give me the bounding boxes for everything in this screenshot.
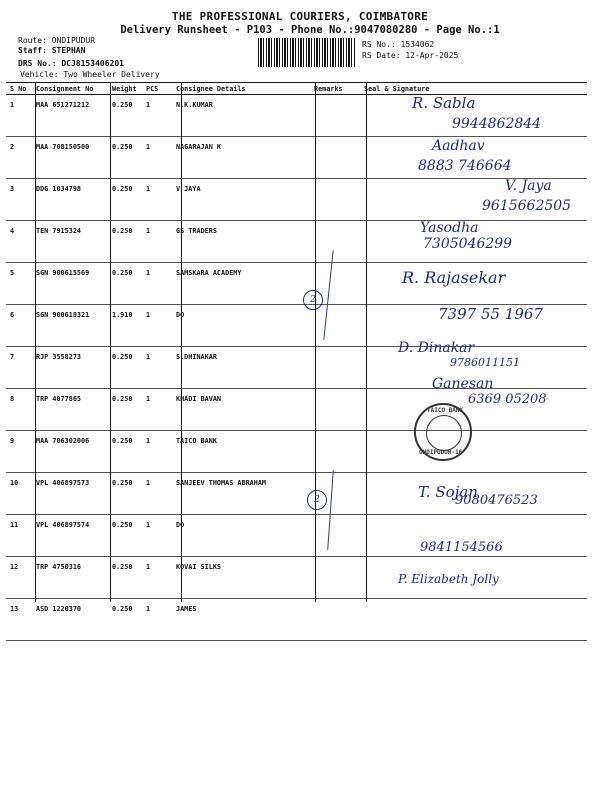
signature-5: R. Rajasekar: [402, 268, 506, 287]
cell-weight: 0.250: [108, 263, 142, 305]
cell-weight: 0.250: [108, 221, 142, 263]
cell-remarks: [310, 347, 360, 389]
stamp-bottom-text: ONDIPUDUR-16: [419, 449, 463, 456]
cell-pcs: 1: [142, 431, 172, 473]
phone-7: 6369 05208: [468, 392, 547, 407]
column-divider: [315, 82, 316, 602]
staff-label: Staff: STEPHAN: [18, 46, 86, 55]
column-divider: [181, 82, 182, 602]
phone-3: 9615662505: [482, 198, 572, 214]
table-row: [6, 431, 587, 473]
cell-sno: 9: [6, 431, 32, 473]
cell-remarks: [310, 431, 360, 473]
seal-stamp: [414, 403, 472, 461]
cell-consignment-no: SGN 900618321: [32, 305, 108, 347]
cell-weight: 0.250: [108, 599, 142, 641]
runsheet-subtitle: Delivery Runsheet - P103 - Phone No.:9047080280 - Page No.:1: [120, 24, 500, 36]
cell-consignee: TAICO BANK: [172, 431, 310, 473]
col-signature: Seal & Signature: [360, 83, 587, 95]
route-label: Route: ONDIPUDUR: [18, 36, 96, 45]
cell-pcs: 1: [142, 515, 172, 557]
cell-sno: 12: [6, 557, 32, 599]
cell-pcs: 1: [142, 557, 172, 599]
signature-7: Ganesan: [432, 376, 494, 392]
stamp-top-text: TAICO BANK: [427, 407, 464, 414]
cell-sno: 13: [6, 599, 32, 641]
cell-remarks: [310, 137, 360, 179]
cell-pcs: 1: [142, 305, 172, 347]
col-consignment: Consignment No: [32, 83, 108, 95]
cell-weight: 0.250: [108, 95, 142, 137]
cell-pcs: 1: [142, 179, 172, 221]
cell-remarks: [310, 515, 360, 557]
cell-consignment-no: DDG 1034798: [32, 179, 108, 221]
stamp-inner-ring: [426, 415, 462, 451]
rs-date: RS Date: 12-Apr-2025: [362, 51, 459, 60]
col-sno: S No: [6, 83, 32, 95]
table-row: [6, 557, 587, 599]
cell-weight: 0.250: [108, 137, 142, 179]
remark-circle-row11: 2: [307, 490, 327, 510]
phone-9: 9841154566: [420, 540, 503, 555]
column-divider: [110, 82, 111, 602]
cell-sno: 3: [6, 179, 32, 221]
cell-remarks: [310, 221, 360, 263]
remark-circle-row6: 2: [303, 290, 323, 310]
cell-consignment-no: TRP 4077865: [32, 389, 108, 431]
cell-weight: 0.250: [108, 515, 142, 557]
cell-consignee: SANJEEV THOMAS ABRAHAM: [172, 473, 310, 515]
table-header-row: [6, 83, 587, 95]
signature-4: Yasodha: [420, 220, 479, 236]
cell-pcs: 1: [142, 221, 172, 263]
cell-sno: 6: [6, 305, 32, 347]
cell-consignee: JAMES: [172, 599, 310, 641]
vehicle-label: Vehicle: Two Wheeler Delivery: [20, 70, 160, 79]
cell-consignment-no: TRP 4750316: [32, 557, 108, 599]
cell-signature: [360, 599, 587, 641]
cell-consignment-no: VPL 406897573: [32, 473, 108, 515]
cell-consignee: V JAYA: [172, 179, 310, 221]
column-divider: [366, 82, 367, 602]
cell-pcs: 1: [142, 347, 172, 389]
cell-consignment-no: SGN 900615569: [32, 263, 108, 305]
phone-6: 9786011151: [450, 356, 520, 369]
cell-sno: 1: [6, 95, 32, 137]
cell-pcs: 1: [142, 263, 172, 305]
cell-consignment-no: VPL 406897574: [32, 515, 108, 557]
cell-pcs: 1: [142, 137, 172, 179]
rs-number: RS No.: 1534062: [362, 40, 435, 49]
phone-4: 7305046299: [423, 236, 513, 252]
cell-remarks: [310, 599, 360, 641]
col-remarks: Remarks: [310, 83, 360, 95]
col-weight: Weight: [108, 83, 142, 95]
company-title: THE PROFESSIONAL COURIERS, COIMBATORE: [171, 10, 429, 23]
cell-weight: 0.250: [108, 557, 142, 599]
cell-consignment-no: MAA 651271212: [32, 95, 108, 137]
cell-signature: [360, 431, 587, 473]
cell-sno: 4: [6, 221, 32, 263]
cell-sno: 8: [6, 389, 32, 431]
cell-consignment-no: MAA 708150500: [32, 137, 108, 179]
cell-consignee: DO: [172, 305, 310, 347]
cell-sno: 5: [6, 263, 32, 305]
phone-8: 9080476523: [455, 493, 538, 508]
cell-remarks: [310, 557, 360, 599]
cell-weight: 0.250: [108, 347, 142, 389]
column-divider: [35, 82, 36, 602]
cell-sno: 7: [6, 347, 32, 389]
cell-weight: 0.250: [108, 389, 142, 431]
barcode: [258, 38, 356, 67]
cell-consignment-no: RJP 3558273: [32, 347, 108, 389]
cell-sno: 2: [6, 137, 32, 179]
cell-consignee: S.DHINAKAR: [172, 347, 310, 389]
cell-consignee: KOVAI SILKS: [172, 557, 310, 599]
cell-pcs: 1: [142, 95, 172, 137]
cell-sno: 11: [6, 515, 32, 557]
col-pcs: PCS: [142, 83, 172, 95]
phone-5: 7397 55 1967: [438, 305, 543, 323]
cell-weight: 0.250: [108, 179, 142, 221]
cell-pcs: 1: [142, 599, 172, 641]
cell-weight: 1.910: [108, 305, 142, 347]
cell-remarks: [310, 389, 360, 431]
phone-2: 8883 746664: [418, 158, 512, 174]
cell-consignment-no: ASD 1220370: [32, 599, 108, 641]
drs-number: DRS No.: DCJ8153406201: [18, 59, 124, 68]
phone-1: 9944862844: [452, 116, 542, 132]
col-consignee: Consignee Details: [172, 83, 310, 95]
signature-6: D. Dinakar: [398, 340, 475, 356]
cell-consignee: SAMSKARA ACADEMY: [172, 263, 310, 305]
cell-consignee: DO: [172, 515, 310, 557]
cell-weight: 0.250: [108, 431, 142, 473]
cell-sno: 10: [6, 473, 32, 515]
signature-3: V. Jaya: [505, 178, 552, 194]
signature-2: Aadhav: [432, 138, 485, 154]
cell-remarks: [310, 305, 360, 347]
cell-consignee: GS TRADERS: [172, 221, 310, 263]
cell-remarks: [310, 95, 360, 137]
cell-pcs: 1: [142, 389, 172, 431]
signature-8: T. Sojan: [418, 483, 478, 501]
cell-pcs: 1: [142, 473, 172, 515]
cell-consignee: KHADI BAVAN: [172, 389, 310, 431]
cell-consignee: N.K.KUMAR: [172, 95, 310, 137]
cell-consignment-no: TEN 7915324: [32, 221, 108, 263]
signature-9: P. Elizabeth Jolly: [398, 572, 499, 586]
cell-weight: 0.250: [108, 473, 142, 515]
cell-consignment-no: MAA 706302006: [32, 431, 108, 473]
table-row: [6, 599, 587, 641]
signature-1: R. Sabla: [412, 94, 476, 112]
cell-consignee: NAGARAJAN K: [172, 137, 310, 179]
cell-remarks: [310, 179, 360, 221]
